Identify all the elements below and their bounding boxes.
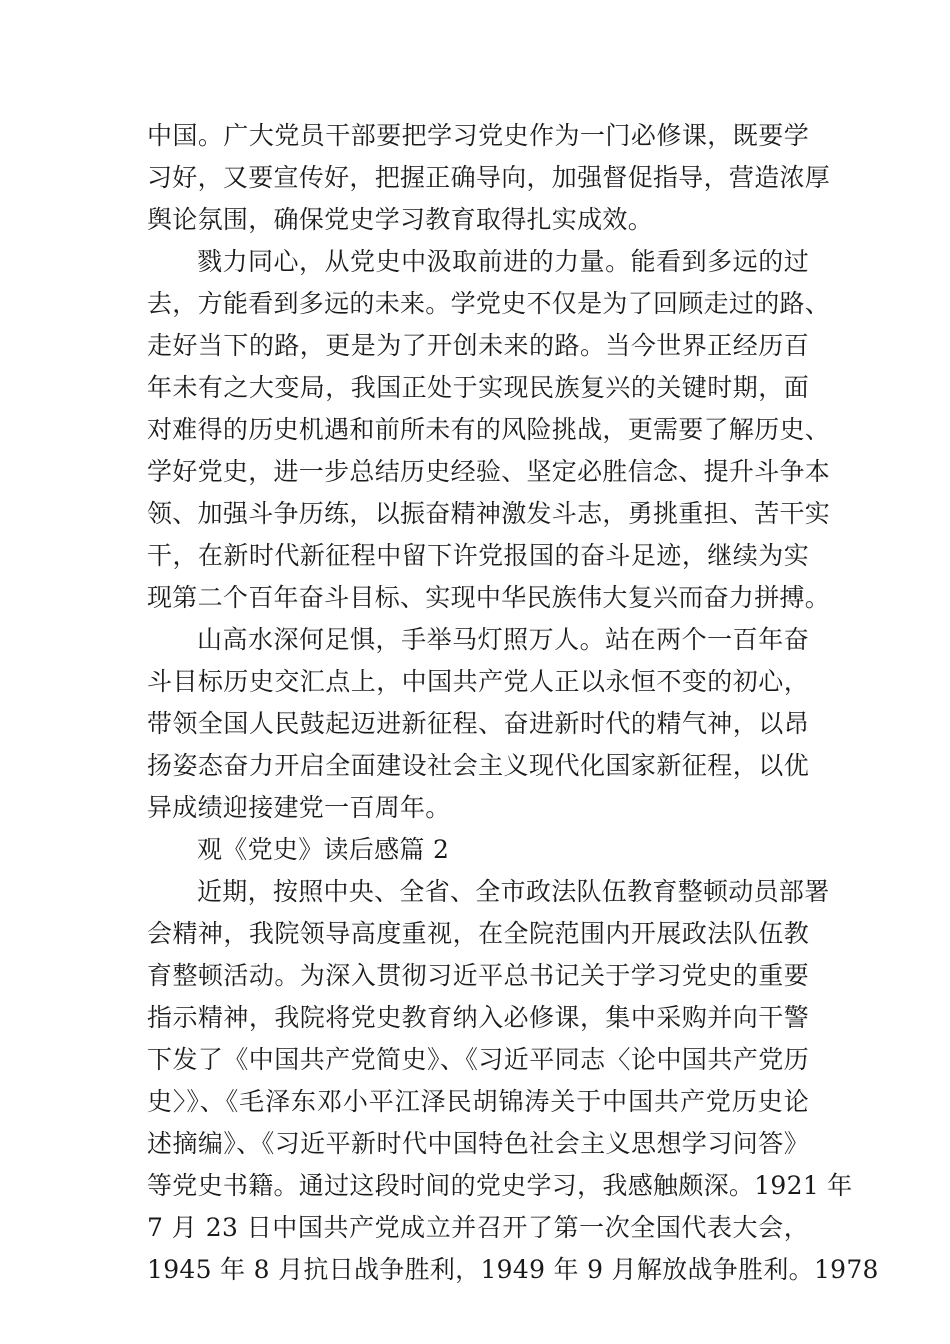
paragraph bbox=[147, 241, 831, 619]
text-line: 年未有之大变局，我国正处于实现民族复兴的关键时期，面 bbox=[147, 373, 809, 402]
paragraph bbox=[147, 619, 809, 829]
text-line: 舆论氛围，确保党史学习教育取得扎实成效。 bbox=[147, 205, 654, 234]
text-line: 山高水深何足惧，手举马灯照万人。站在两个一百年奋 bbox=[197, 625, 809, 654]
text-line: 异成绩迎接建党一百周年。 bbox=[147, 793, 451, 822]
text-line: 扬姿态奋力开启全面建设社会主义现代化国家新征程，以优 bbox=[147, 751, 809, 780]
paragraph bbox=[147, 871, 879, 1291]
text-line: 史〉》、《毛泽东邓小平江泽民胡锦涛关于中国共产党历史论 bbox=[147, 1087, 809, 1116]
document-body bbox=[147, 115, 879, 1291]
text-line: 领、加强斗争历练，以振奋精神激发斗志，勇挑重担、苦干实 bbox=[147, 499, 831, 528]
text-line: 斗目标历史交汇点上，中国共产党人正以永恒不变的初心， bbox=[147, 667, 809, 696]
text-line: 指示精神，我院将党史教育纳入必修课，集中采购并向干警 bbox=[147, 1003, 809, 1032]
text-line: 述摘编》、《习近平新时代中国特色社会主义思想学习问答》 bbox=[147, 1129, 809, 1158]
text-line: 会精神，我院领导高度重视，在全院范围内开展政法队伍教 bbox=[147, 919, 809, 948]
section-heading: 观《党史》读后感篇 2 bbox=[197, 835, 450, 864]
text-line: 中国。广大党员干部要把学习党史作为一门必修课，既要学 bbox=[147, 121, 809, 150]
text-line: 走好当下的路，更是为了开创未来的路。当今世界正经历百 bbox=[147, 331, 809, 360]
text-line: 现第二个百年奋斗目标、实现中华民族伟大复兴而奋力拼搏。 bbox=[147, 583, 831, 612]
text-line: 育整顿活动。为深入贯彻习近平总书记关于学习党史的重要 bbox=[147, 961, 809, 990]
text-line: 下发了《中国共产党简史》、《习近平同志〈论中国共产党历 bbox=[147, 1045, 809, 1074]
text-line: 去，方能看到多远的未来。学党史不仅是为了回顾走过的路、 bbox=[147, 289, 831, 318]
text-line: 干，在新时代新征程中留下许党报国的奋斗足迹，继续为实 bbox=[147, 541, 809, 570]
text-line: 近期，按照中央、全省、全市政法队伍教育整顿动员部署 bbox=[197, 877, 830, 906]
text-line: 对难得的历史机遇和前所未有的风险挑战，更需要了解历史、 bbox=[147, 415, 831, 444]
section-heading-paragraph bbox=[147, 829, 809, 871]
text-line: 戮力同心，从党史中汲取前进的力量。能看到多远的过 bbox=[197, 247, 809, 276]
paragraph bbox=[147, 115, 831, 241]
text-line: 带领全国人民鼓起迈进新征程、奋进新时代的精气神，以昂 bbox=[147, 709, 809, 738]
text-line: 1945 年 8 月抗日战争胜利，1949 年 9 月解放战争胜利。1978 bbox=[147, 1255, 879, 1284]
text-line: 习好，又要宣传好，把握正确导向，加强督促指导，营造浓厚 bbox=[147, 163, 831, 192]
text-line: 等党史书籍。通过这段时间的党史学习，我感触颇深。1921 年 bbox=[147, 1171, 853, 1200]
text-line: 7 月 23 日中国共产党成立并召开了第一次全国代表大会， bbox=[147, 1213, 809, 1242]
text-line: 学好党史，进一步总结历史经验、坚定必胜信念、提升斗争本 bbox=[147, 457, 831, 486]
